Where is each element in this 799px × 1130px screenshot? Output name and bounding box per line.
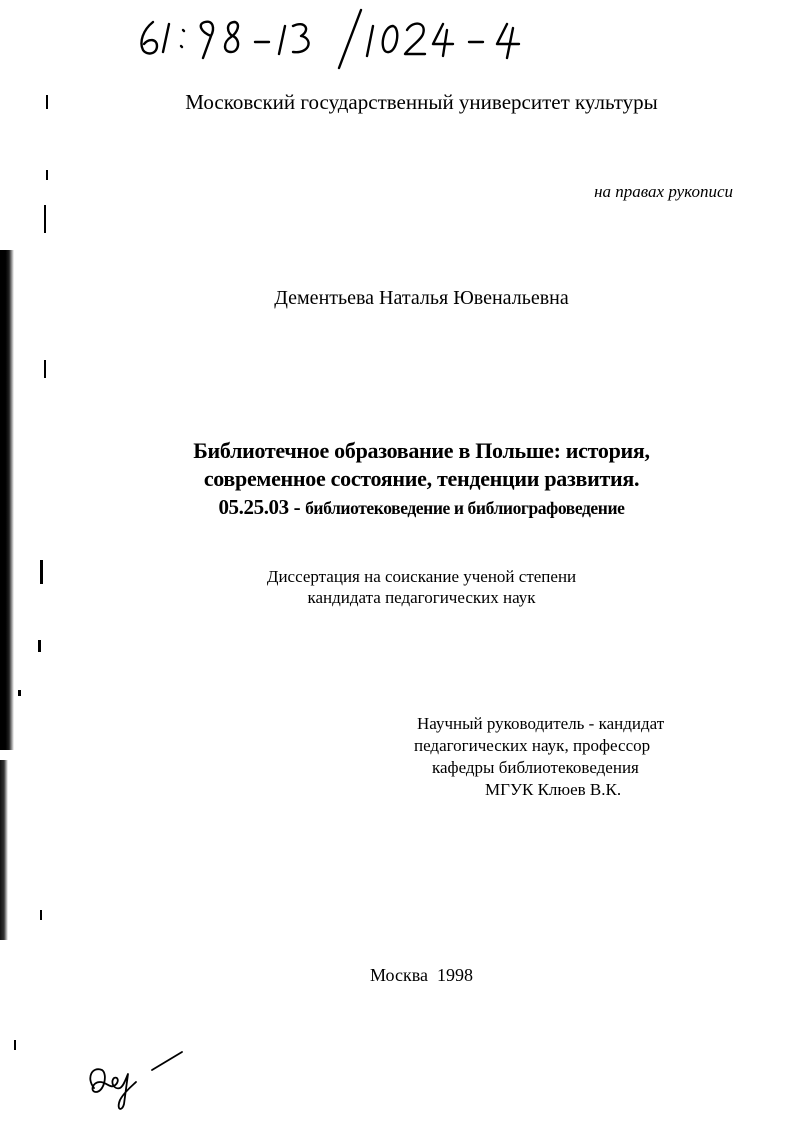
supervisor-line-4: МГУК Клюев В.К. [485,780,622,799]
manuscript-rights-note: на правах рукописи [594,182,733,201]
scan-speck [18,690,21,696]
author-name: Дементьева Наталья Ювенальевна [274,287,569,309]
scan-speck [38,640,41,652]
degree-line-1: Диссертация на соискание ученой степени [266,567,577,586]
degree-line-2: кандидата педагогических наук [307,588,536,607]
title-line-2: современное состояние, тенденции развития. [203,466,640,491]
scan-speck [44,205,46,233]
scan-speck [44,360,46,378]
scan-speck [46,170,48,180]
scan-speck [14,1040,16,1050]
specialty-code: 05.25.03 - [218,495,301,519]
supervisor-line-1: Научный руководитель - кандидат [417,714,665,733]
university-name: Московский государственный университет культуры [185,90,658,114]
degree-statement [0,566,799,608]
supervisor-block [410,713,664,801]
title-line-1: Библиотечное образование в Польше: история, [193,438,650,463]
city-and-year: Москва 1998 [370,965,473,985]
dissertation-title [0,437,799,522]
scan-speck [40,910,42,920]
scan-edge-shadow-lower [0,760,8,940]
supervisor-line-3: кафедры библиотековедения [432,758,639,777]
handwritten-signature [82,1048,192,1118]
supervisor-line-2: педагогических наук, профессор [414,736,651,755]
specialty-name: библиотековедение и библиографоведение [305,498,625,518]
archive-number-handwritten [135,6,655,76]
specialty-line [44,493,799,522]
